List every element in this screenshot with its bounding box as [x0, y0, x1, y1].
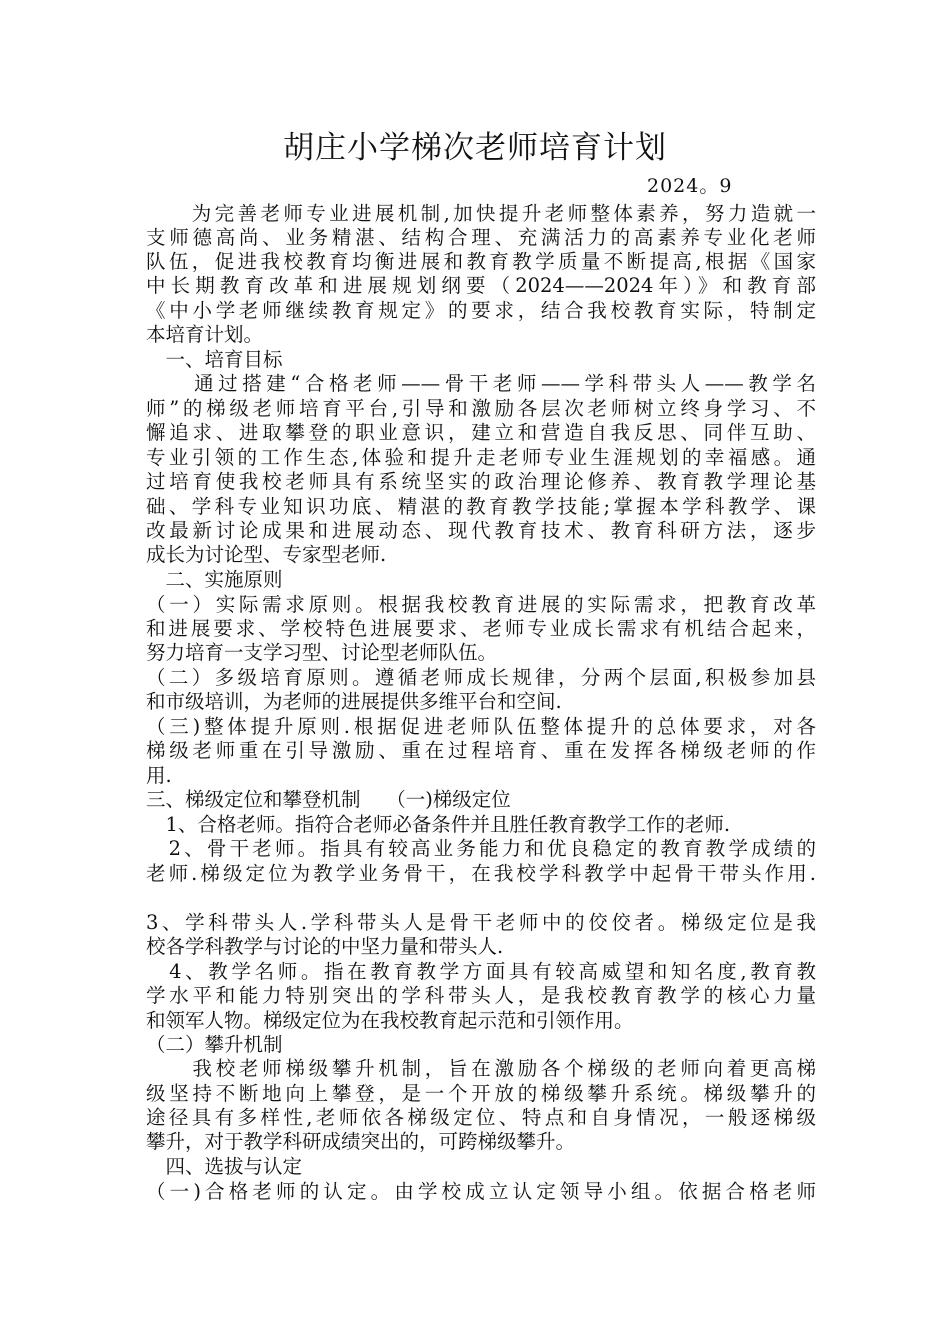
- body-line: 专业引领的工作生态,体验和提升走老师专业生涯规划的幸福感。通: [146, 446, 816, 469]
- body-line: 二、实施原则: [146, 568, 283, 591]
- body-line: 改最新讨论成果和进展动态、现代教育技术、教育科研方法，逐步: [146, 519, 816, 542]
- document-date: 2024。9: [647, 175, 733, 197]
- body-line: 成长为讨论型、专家型老师.: [146, 543, 387, 566]
- body-line: 支师德高尚、业务精湛、结构合理、充满活力的高素养专业化老师: [146, 226, 816, 249]
- body-line: 《中小学老师继续教育规定》的要求，结合我校教育实际，特制定: [146, 299, 816, 322]
- body-line: 师”的梯级老师培育平台,引导和激励各层次老师树立终身学习、不: [146, 397, 816, 420]
- body-line: 1、合格老师。指符合老师必备条件并且胜任教育教学工作的老师.: [146, 813, 731, 836]
- body-line: 学水平和能力特别突出的学科带头人，是我校教育教学的核心力量: [146, 984, 816, 1007]
- body-line: （三)整体提升原则.根据促进老师队伍整体提升的总体要求，对各: [146, 715, 816, 738]
- body-line: 四、选拔与认定: [146, 1155, 303, 1178]
- body-line: 2、骨干老师。指具有较高业务能力和优良稳定的教育教学成绩的: [146, 837, 816, 860]
- body-line: 一、培育目标: [146, 348, 283, 371]
- body-line: 三、梯级定位和攀登机制 （一)梯级定位: [146, 788, 511, 811]
- document-title: 胡庄小学梯次老师培育计划: [283, 130, 667, 166]
- body-line: （一)合格老师的认定。由学校成立认定领导小组。依据合格老师: [146, 1180, 816, 1203]
- body-line: 级坚持不断地向上攀登，是一个开放的梯级攀升系统。梯级攀升的: [146, 1082, 816, 1105]
- body-line: 和领军人物。梯级定位为在我校教育起示范和引领作用。: [146, 1009, 634, 1032]
- body-line: 队伍，促进我校教育均衡进展和教育教学质量不断提高,根据《国家: [146, 250, 816, 273]
- body-line: 3、学科带头人.学科带头人是骨干老师中的佼佼者。梯级定位是我: [146, 911, 816, 934]
- body-line: （二）攀升机制: [146, 1033, 283, 1056]
- body-line: 和进展要求、学校特色进展要求、老师专业成长需求有机结合起来，: [146, 617, 816, 640]
- body-line: 通过搭建“合格老师——骨干老师——学科带头人——教学名: [146, 372, 816, 395]
- body-line: 攀升，对于教学科研成绩突出的，可跨梯级攀升。: [146, 1130, 576, 1153]
- body-line: 用.: [146, 764, 172, 787]
- body-line: 懈追求、进取攀登的职业意识，建立和营造自我反思、同伴互助、: [146, 421, 816, 444]
- body-line: 努力培育一支学习型、讨论型老师队伍。: [146, 641, 498, 664]
- body-line: 为完善老师专业进展机制,加快提升老师整体素养，努力造就一: [146, 202, 816, 225]
- body-line: （一）实际需求原则。根据我校教育进展的实际需求，把教育改革: [146, 593, 816, 616]
- body-line: 老师.梯级定位为教学业务骨干，在我校学科教学中起骨干带头作用.: [146, 862, 816, 885]
- body-line: 和市级培训，为老师的进展提供多维平台和空间.: [146, 690, 562, 713]
- body-line: 梯级老师重在引导激励、重在过程培育、重在发挥各梯级老师的作: [146, 739, 816, 762]
- body-line: 校各学科教学与讨论的中坚力量和带头人.: [146, 935, 504, 958]
- body-line: （二）多级培育原则。遵循老师成长规律，分两个层面,积极参加县: [146, 666, 816, 689]
- body-line: 4、教学名师。指在教育教学方面具有较高威望和知名度,教育教: [146, 960, 816, 983]
- body-line: 我校老师梯级攀升机制，旨在激励各个梯级的老师向着更高梯: [146, 1057, 816, 1080]
- body-line: 中长期教育改革和进展规划纲要（2024——2024年）》和教育部: [146, 274, 816, 297]
- body-line: 过培育使我校老师具有系统坚实的政治理论修养、教育教学理论基: [146, 470, 816, 493]
- body-line: 础、学科专业知识功底、精湛的教育教学技能;掌握本学科教学、课: [146, 495, 816, 518]
- body-line: 途径具有多样性,老师依各梯级定位、特点和自身情况，一般逐梯级: [146, 1106, 816, 1129]
- body-line: 本培育计划。: [146, 323, 264, 346]
